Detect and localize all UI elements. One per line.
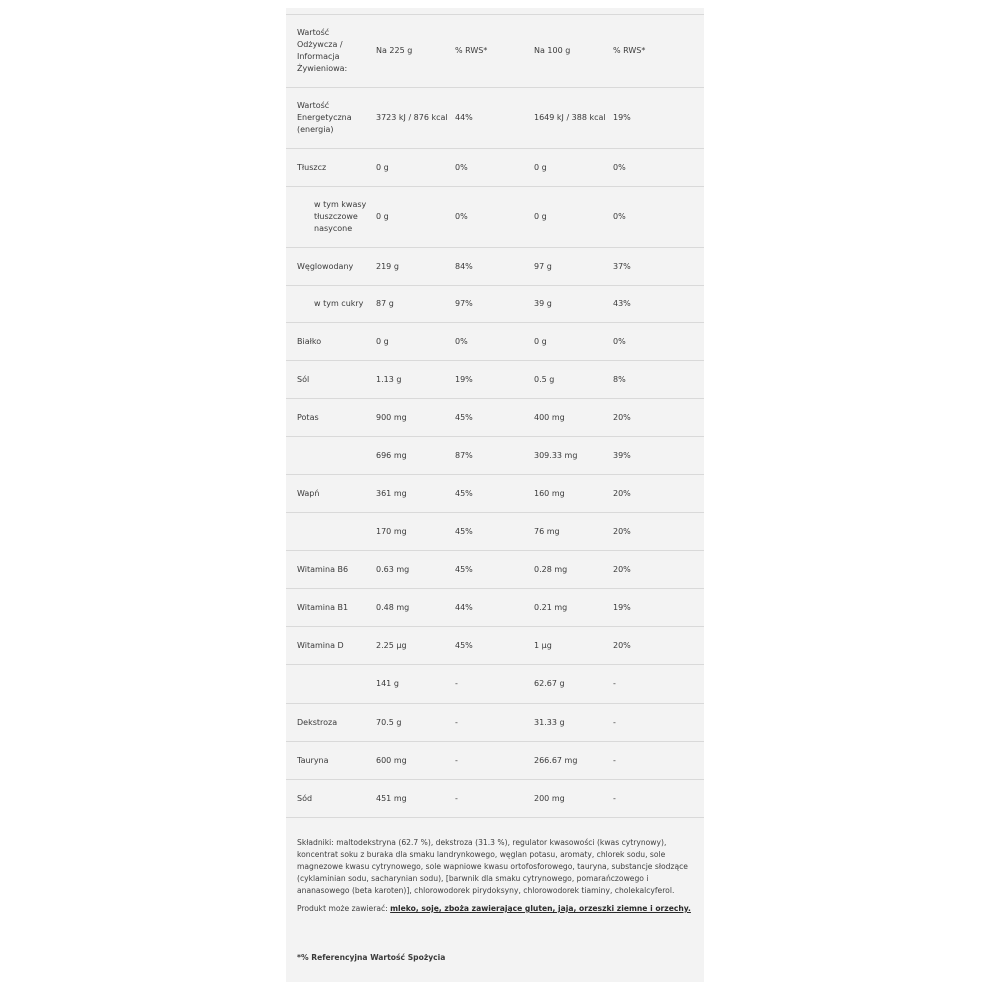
nutrient-value: -: [455, 704, 534, 742]
nutrient-value: 45%: [455, 475, 534, 513]
nutrient-label: Wartość Energetyczna (energia): [286, 88, 376, 149]
table-row: [286, 627, 704, 665]
nutrient-value: -: [455, 665, 534, 704]
table-row: [286, 323, 704, 361]
table-row: [286, 665, 704, 704]
nutrient-label: Wapń: [286, 475, 376, 513]
nutrition-table: [286, 14, 704, 818]
nutrient-value: 1 µg: [534, 627, 613, 665]
nutrient-value: 20%: [613, 627, 704, 665]
nutrient-value: 0.5 g: [534, 361, 613, 399]
nutrient-value: 400 mg: [534, 399, 613, 437]
nutrient-value: -: [613, 742, 704, 780]
nutrient-value: 141 g: [376, 665, 455, 704]
table-row: [286, 286, 704, 323]
table-row: [286, 551, 704, 589]
nutrient-value: 19%: [613, 88, 704, 149]
nutrient-label: Potas: [286, 399, 376, 437]
table-header-cell: Na 225 g: [376, 15, 455, 88]
nutrient-label: w tym kwasy tłuszczowe nasycone: [286, 187, 376, 248]
nutrient-value: 361 mg: [376, 475, 455, 513]
nutrient-value: 70.5 g: [376, 704, 455, 742]
nutrient-label: Węglowodany: [286, 248, 376, 286]
nutrient-value: -: [613, 665, 704, 704]
nutrient-value: 900 mg: [376, 399, 455, 437]
table-row: [286, 704, 704, 742]
table-row: [286, 589, 704, 627]
nutrient-value: 31.33 g: [534, 704, 613, 742]
nutrient-value: 97 g: [534, 248, 613, 286]
nutrient-value: 45%: [455, 399, 534, 437]
nutrient-value: 97%: [455, 286, 534, 323]
nutrient-value: 45%: [455, 627, 534, 665]
nutrient-value: 451 mg: [376, 780, 455, 818]
nutrient-label: Białko: [286, 323, 376, 361]
nutrient-label: Sól: [286, 361, 376, 399]
table-header-cell: % RWS*: [613, 15, 704, 88]
nutrient-value: 0%: [455, 323, 534, 361]
nutrient-value: 44%: [455, 88, 534, 149]
nutrient-value: 0.21 mg: [534, 589, 613, 627]
nutrient-value: 3723 kJ / 876 kcal: [376, 88, 455, 149]
nutrient-value: 1649 kJ / 388 kcal: [534, 88, 613, 149]
allergens-prefix: Produkt może zawierać:: [297, 904, 391, 913]
nutrient-value: -: [613, 704, 704, 742]
nutrient-label: [286, 665, 376, 704]
nutrient-value: 0 g: [534, 323, 613, 361]
nutrient-value: 266.67 mg: [534, 742, 613, 780]
ingredients-text: Składniki: maltodekstryna (62.7 %), dekstroza (31.3 %), regulator kwasowości (kwas cytrynowy), koncentrat soku z buraka dla smaku landrynkowego, węglan potasu, aromaty, chlorek sodu, sole magnezowe kwasu cytrynowego, sole wapniowe kwasu ortofosforowego, tauryna, substancje słodzące (cyklaminian sodu, sacharynian sodu), [barwnik dla smaku cytrynowego, pomarańczowego i ananasowego (beta karoten)], chlorowodorek pirydoksyny, chlorowodorek tiaminy, cholekalcyferol.: [297, 838, 688, 895]
nutrient-value: 20%: [613, 399, 704, 437]
nutrient-value: 0%: [455, 149, 534, 187]
nutrient-value: 45%: [455, 551, 534, 589]
nutrient-label: w tym cukry: [286, 286, 376, 323]
table-row: [286, 399, 704, 437]
nutrient-value: 2.25 µg: [376, 627, 455, 665]
nutrient-value: 0.28 mg: [534, 551, 613, 589]
table-row: [286, 187, 704, 248]
nutrient-value: 0.63 mg: [376, 551, 455, 589]
nutrient-value: 0%: [455, 187, 534, 248]
nutrient-value: 20%: [613, 513, 704, 551]
table-row: [286, 88, 704, 149]
table-header-cell: Wartość Odżywcza / Informacja Żywieniowa:: [286, 15, 376, 88]
nutrient-value: 76 mg: [534, 513, 613, 551]
nutrient-value: 170 mg: [376, 513, 455, 551]
nutrient-label: Tłuszcz: [286, 149, 376, 187]
nutrient-value: 19%: [613, 589, 704, 627]
nutrient-value: 20%: [613, 551, 704, 589]
nutrient-label: Witamina D: [286, 627, 376, 665]
nutrient-value: -: [455, 780, 534, 818]
nutrient-value: 39 g: [534, 286, 613, 323]
table-header-cell: % RWS*: [455, 15, 534, 88]
table-row: [286, 361, 704, 399]
nutrient-value: 20%: [613, 475, 704, 513]
nutrient-value: 0 g: [376, 323, 455, 361]
table-row: [286, 437, 704, 475]
nutrient-value: 1.13 g: [376, 361, 455, 399]
nutrient-value: 696 mg: [376, 437, 455, 475]
nutrient-value: 19%: [455, 361, 534, 399]
nutrient-value: 600 mg: [376, 742, 455, 780]
table-header-row: [286, 15, 704, 88]
table-row: [286, 780, 704, 818]
nutrient-value: 62.67 g: [534, 665, 613, 704]
nutrient-value: 45%: [455, 513, 534, 551]
nutrient-label: [286, 513, 376, 551]
table-row: [286, 149, 704, 187]
nutrient-value: 0 g: [534, 187, 613, 248]
table-row: [286, 742, 704, 780]
nutrient-value: 43%: [613, 286, 704, 323]
nutrient-value: 44%: [455, 589, 534, 627]
nutrient-value: -: [613, 780, 704, 818]
nutrient-value: 309.33 mg: [534, 437, 613, 475]
table-row: [286, 513, 704, 551]
rws-footnote: *% Referencyjna Wartość Spożycia: [297, 953, 446, 962]
nutrient-value: 0%: [613, 323, 704, 361]
table-header-cell: Na 100 g: [534, 15, 613, 88]
nutrient-value: 0%: [613, 149, 704, 187]
allergens-list: mleko, soję, zboża zawierające gluten, jaja, orzeszki ziemne i orzechy.: [390, 904, 691, 913]
nutrient-label: [286, 437, 376, 475]
nutrient-label: Witamina B1: [286, 589, 376, 627]
nutrient-value: 0 g: [534, 149, 613, 187]
nutrient-value: -: [455, 742, 534, 780]
nutrient-value: 87%: [455, 437, 534, 475]
nutrient-label: Tauryna: [286, 742, 376, 780]
nutrient-value: 37%: [613, 248, 704, 286]
nutrient-label: Sód: [286, 780, 376, 818]
nutrient-value: 160 mg: [534, 475, 613, 513]
nutrient-value: 0 g: [376, 149, 455, 187]
table-row: [286, 475, 704, 513]
nutrient-value: 39%: [613, 437, 704, 475]
nutrient-label: Dekstroza: [286, 704, 376, 742]
allergens-text: [297, 903, 692, 915]
nutrient-value: 219 g: [376, 248, 455, 286]
nutrient-value: 0%: [613, 187, 704, 248]
nutrient-value: 0.48 mg: [376, 589, 455, 627]
nutrient-value: 0 g: [376, 187, 455, 248]
nutrient-value: 200 mg: [534, 780, 613, 818]
nutrient-value: 84%: [455, 248, 534, 286]
nutrition-panel: [286, 8, 704, 982]
table-row: [286, 248, 704, 286]
nutrient-label: Witamina B6: [286, 551, 376, 589]
nutrient-value: 8%: [613, 361, 704, 399]
nutrient-value: 87 g: [376, 286, 455, 323]
